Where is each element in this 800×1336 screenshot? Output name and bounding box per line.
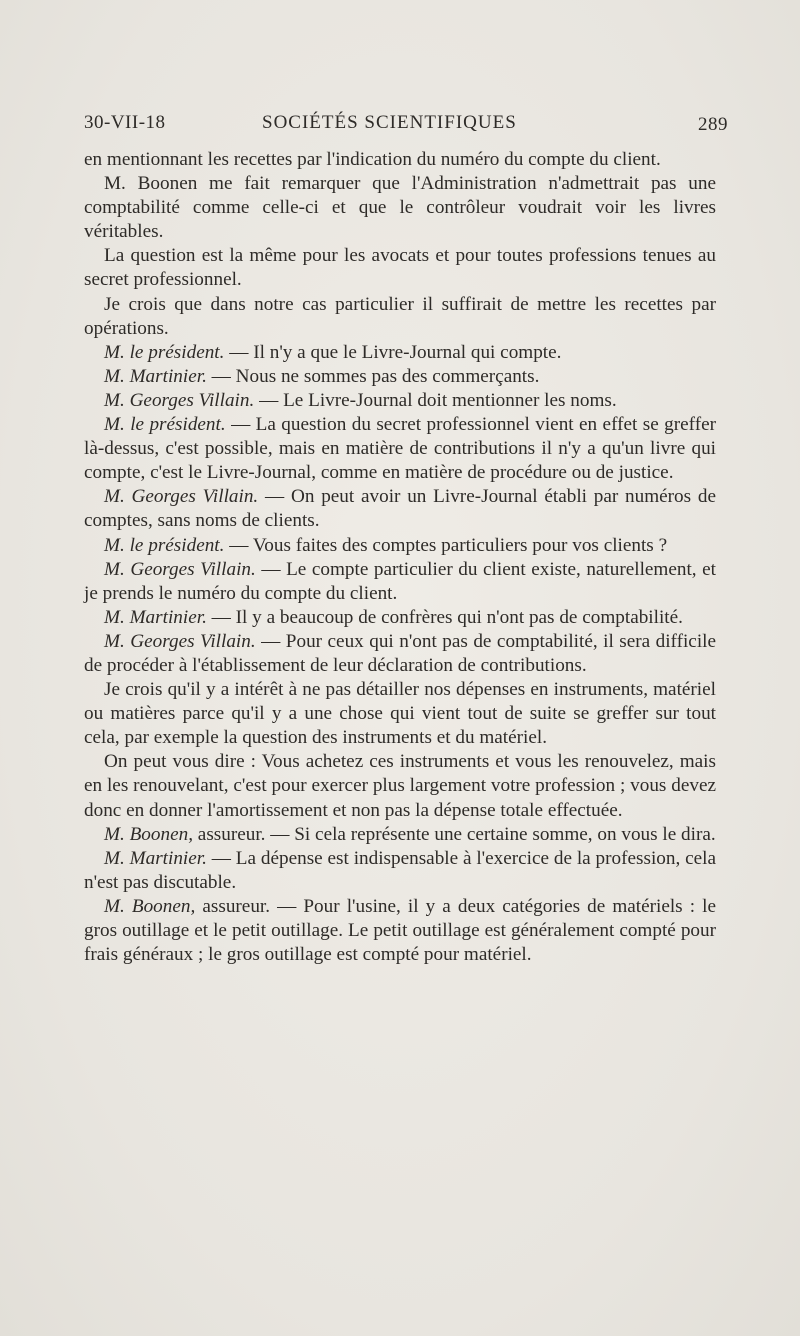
- paragraph-text: en mentionnant les recettes par l'indication du numéro du compte du client.: [84, 149, 661, 170]
- paragraph-text: M. Boonen me fait remarquer que l'Administration n'admettrait pas une comptabilité comme celle-ci et que le contrôleur voudrait voir les livres véritables.: [84, 173, 716, 243]
- speaker-name: M. Georges Villain.: [104, 486, 259, 508]
- speaker-name: M. Martinier.: [104, 847, 207, 869]
- header-title: SOCIÉTÉS SCIENTIFIQUES: [262, 112, 517, 133]
- header-date: 30-VII-18: [84, 112, 166, 133]
- paragraph: [84, 413, 716, 485]
- body-text: [84, 148, 716, 967]
- paragraph: [84, 630, 716, 678]
- paragraph: [84, 847, 716, 895]
- speaker-name: M. le président.: [104, 341, 225, 363]
- paragraph-text: — Vous faites des comptes particuliers pour vos clients ?: [224, 534, 668, 556]
- paragraph: [84, 606, 716, 630]
- speaker-name: M. Georges Villain.: [104, 558, 256, 580]
- speaker-name: M. Boonen,: [104, 895, 196, 917]
- paragraph: [84, 148, 716, 172]
- speaker-name: M. Martinier.: [104, 365, 207, 387]
- speaker-name: M. Georges Villain.: [104, 630, 256, 652]
- speaker-name: M. le président.: [104, 414, 226, 436]
- paragraph: [84, 365, 716, 389]
- speaker-name: M. le président.: [104, 534, 225, 556]
- paragraph-text: On peut vous dire : Vous achetez ces instruments et vous les renouvelez, mais en les renouvelant, c'est pour exercer plus largement votre profession ; vous devez donc en donner l'amortissement et non pas la dépense totale effectuée.: [84, 751, 716, 821]
- paragraph-text: — Le compte particulier du client existe, naturellement, et je prends le numéro du compte du client.: [84, 558, 716, 604]
- paragraph: [84, 244, 716, 292]
- paragraph: [84, 534, 716, 558]
- speaker-name: M. Georges Villain.: [104, 389, 255, 411]
- running-header: [84, 112, 728, 142]
- paragraph-text: — La dépense est indispensable à l'exercice de la profession, cela n'est pas discutable.: [84, 847, 716, 893]
- paragraph-text: Je crois qu'il y a intérêt à ne pas détailler nos dépenses en instruments, matériel ou matières parce qu'il y a une chose qui vient tout de suite se greffer sur tout cela, par exemple la question des instruments et du matériel.: [84, 679, 716, 749]
- paragraph: [84, 678, 716, 750]
- paragraph: [84, 895, 716, 967]
- paragraph: [84, 750, 716, 822]
- paragraph: [84, 823, 716, 847]
- paragraph: [84, 485, 716, 533]
- paragraph-text: assureur. — Si cela représente une certaine somme, on vous le dira.: [193, 823, 716, 845]
- paragraph: [84, 341, 716, 365]
- paragraph-text: — Le Livre-Journal doit mentionner les noms.: [254, 389, 617, 411]
- paragraph-text: — Il n'y a que le Livre-Journal qui compte.: [224, 341, 562, 363]
- speaker-name: M. Boonen,: [104, 823, 193, 845]
- paragraph-text: — La question du secret professionnel vient en effet se greffer là-dessus, c'est possible, mais en matière de contributions il n'y a qu'un livre qui compte, c'est le Livre-Journal, comme en matière de procédure ou de justice.: [84, 414, 716, 484]
- paragraph: [84, 558, 716, 606]
- paragraph-text: Je crois que dans notre cas particulier il suffirait de mettre les recettes par opérations.: [84, 293, 716, 339]
- paragraph-text: — Nous ne sommes pas des commerçants.: [206, 365, 540, 387]
- paragraph-text: — Pour ceux qui n'ont pas de comptabilité, il sera difficile de procéder à l'établissement de leur déclaration de contributions.: [84, 630, 717, 676]
- paragraph-text: assureur. — Pour l'usine, il y a deux catégories de matériels : le gros outillage et le petit outillage. Le petit outillage est généralement compté pour frais généraux ; le gros outillage est compté pour matériel.: [84, 895, 716, 966]
- speaker-name: M. Martinier.: [104, 606, 207, 628]
- paragraph-text: La question est la même pour les avocats et pour toutes professions tenues au secret professionnel.: [84, 245, 716, 291]
- paragraph-text: — On peut avoir un Livre-Journal établi par numéros de comptes, sans noms de clients.: [84, 486, 716, 532]
- paragraph: [84, 172, 716, 244]
- paragraph: [84, 389, 716, 413]
- page-number: 289: [698, 114, 728, 135]
- paragraph: [84, 293, 716, 341]
- paragraph-text: — Il y a beaucoup de confrères qui n'ont pas de comptabilité.: [206, 606, 683, 628]
